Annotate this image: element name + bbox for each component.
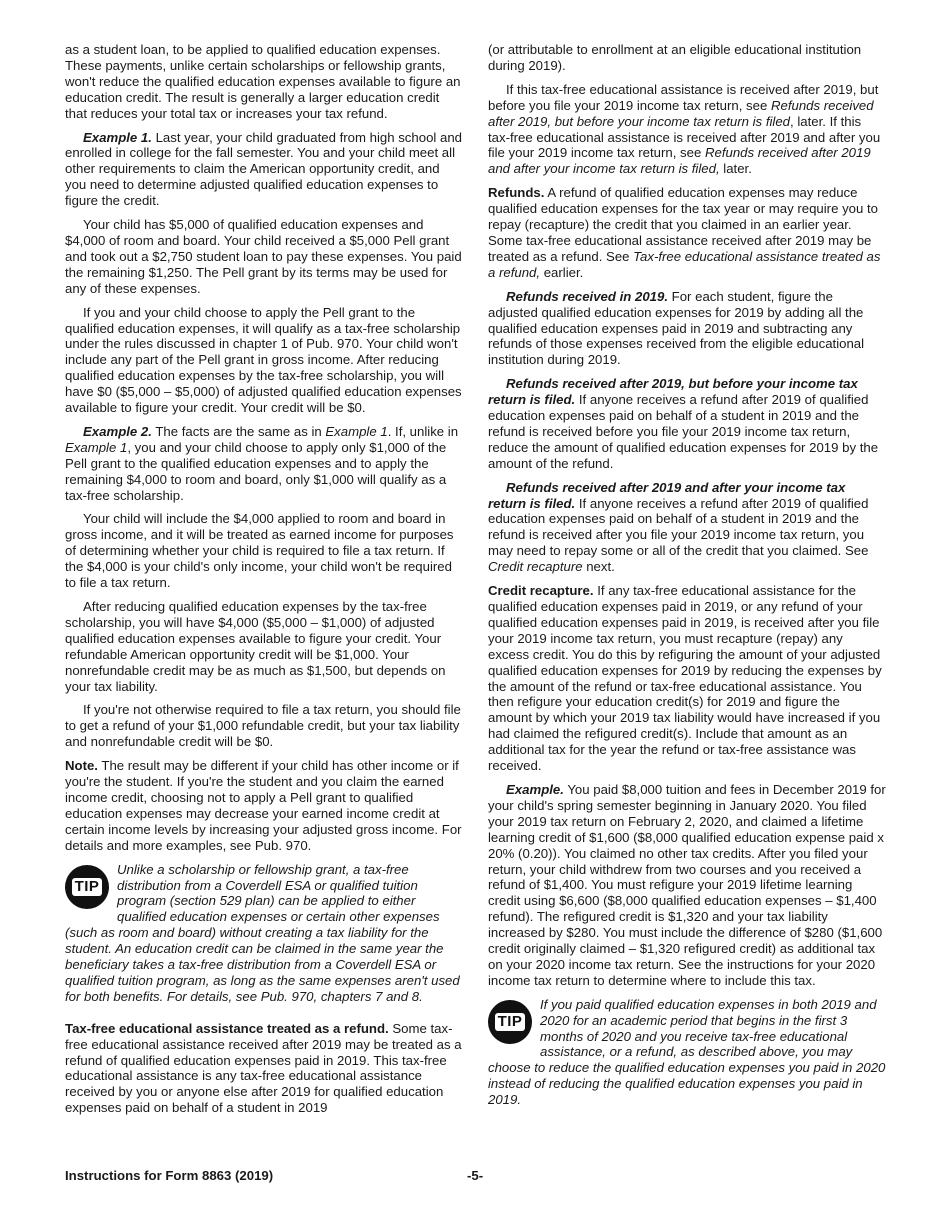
page-footer (65, 1168, 885, 1186)
paragraph-example-2 (65, 424, 463, 504)
received-after-text: , later. If this tax-free educational assistance is received after 2019 and after you file your 2019 income tax return, see (488, 113, 881, 161)
cross-reference: Refunds received after 2019 and after your income tax return is filed, (488, 145, 871, 177)
example-2-text: . If, unlike in (387, 423, 459, 439)
example-2-text: The facts are the same as in (151, 423, 326, 439)
paragraph-apply-pell: If you and your child choose to apply the Pell grant to the qualified education expenses, it will qualify as a tax-free scholarship under the rules discussed in chapter 1 of Pub. 970. Your child won't include any part of the Pell grant in gross income. After reducing qualified education expenses by the tax-free scholarship, you will have $0 ($5,000 – $5,000) of adjusted qualified education expenses available to figure your credit. Your credit will be $0. (65, 304, 462, 416)
cross-reference: Tax-free educational assistance treated as a refund, (488, 248, 881, 280)
left-column (65, 42, 463, 1124)
refunds-before-text: If anyone receives a refund after 2019 of qualified education expenses paid on behalf of a student in 2019 and the refund is received before you file your 2019 income tax return, reduce the amount of qualified education expenses for 2019 by the amount of the refund. (488, 392, 879, 471)
note-text: The result may be different if your child has other income or if you're the student. If you're the student and you claim the earned income credit, choosing not to apply a Pell grant to qualified education expenses may decrease your earned income credit at certain income levels by increasing your adjusted gross income. For details and more examples, see Pub. 970. (65, 758, 462, 853)
tip-box-academic-period (488, 997, 886, 1108)
paragraph-note (65, 758, 463, 853)
paragraph-refunds-2019 (488, 289, 886, 369)
paragraph-refunds (488, 185, 886, 280)
paragraph-credit-recapture (488, 583, 886, 774)
refunds-after-heading: Refunds received after 2019 and after your income tax return is filed. (488, 479, 846, 511)
tax-free-text: Some tax-free educational assistance received after 2019 may be treated as a refund of qualified education expenses paid in 2019. This tax-free educational assistance is any tax-free educational assistance received by you or anyone else after 2019 for qualified education expenses paid on behalf of a student in 2019 (65, 1020, 462, 1116)
refunds-2019-heading: Refunds received in 2019. (506, 288, 668, 304)
paragraph-after-reducing: After reducing qualified education expenses by the tax-free scholarship, you will have $4,000 ($5,000 – $1,000) of adjusted qualified education expenses available to figure your credit. Your refundable American opportunity credit will be $1,000. Your nonrefundable credit may be as much as $1,500, but depends on your tax liability. (65, 599, 446, 694)
tip-label: TIP (495, 1013, 526, 1031)
paragraph-gross-income: Your child will include the $4,000 applied to room and board in gross income, and it will be treated as earned income for purposes of determining whether your child is required to file a tax return. If the $4,000 is your child's only income, your child won't be required to file a tax return. (65, 511, 454, 591)
refunds-before-heading: Refunds received after 2019, but before your income tax return is filed. (488, 376, 858, 408)
example-1-text: Last year, your child graduated from high school and enrolled in college for the fall semester. You and your child meet all other requirements to claim the American opportunity credit, and you need to determine adjusted qualified education expenses to figure the credit. (65, 129, 462, 209)
credit-recapture-text: If any tax-free educational assistance for the qualified education expenses paid in 2019, or any refund of your qualified education expenses paid in 2019, is received after you file your 2019 income tax return, you must recapture (repay) any excess credit. You do this by refiguring the amount of your adjusted qualified education expenses for 2019 by reducing the expenses by the amount of the refund or tax-free educational assistance. You then refigure your education credit(s) for 2019 and figure the amount by which your 2019 tax liability would have increased if you had claimed the refigured credit(s). Include that amount as an additional tax for the year the refund or tax-free assistance was received. (488, 583, 882, 774)
tip-text: Unlike a scholarship or fellowship grant, a tax-free distribution from a Coverdell ESA or qualified tuition program (section 529 plan) can be applied to either qualified education expenses or certain other expenses (such as room and board) without creating a tax liability for the student. An education credit can be claimed in the same year the beneficiary takes a tax-free distribution from a Coverdell ESA or qualified tuition program, as long as the same expenses aren't used for both benefits. For details, see Pub. 970, chapters 7 and 8. (65, 861, 460, 1004)
tax-free-heading: Tax-free educational assistance treated as a refund. (65, 1020, 389, 1036)
paragraph-child-expenses: Your child has $5,000 of qualified education expenses and $4,000 of room and board. Your child received a $5,000 Pell grant and took out a $2,750 student loan to pay these expenses. You paid the remaining $1,250. The Pell grant by its terms may be used for any of these expenses. (65, 217, 462, 296)
right-column (488, 42, 886, 1116)
cross-reference: Credit recapture (488, 559, 583, 575)
example-1-reference: Example 1 (325, 423, 388, 439)
tip-label: TIP (72, 878, 103, 896)
refunds-after-text: If anyone receives a refund after 2019 of qualified education expenses paid on behalf of a student in 2019 and the refund is received after you file your 2019 income tax return, you may need to repay some or all of the credit that you claimed. See (488, 495, 869, 559)
paragraph-tax-free-refund (65, 1021, 463, 1116)
note-heading: Note. (65, 758, 98, 774)
paragraph-student-loan: as a student loan, to be applied to qualified education expenses. These payments, unlike certain scholarships or fellowship grants, won't reduce the qualified education expenses available to figure an education credit. The result is generally a larger education credit that reduces your total tax or increases your tax refund. (65, 42, 461, 121)
paragraph-recapture-example (488, 782, 886, 989)
refunds-heading: Refunds. (488, 185, 545, 201)
example-1-heading: Example 1. (83, 129, 152, 145)
paragraph-refunds-after-filed (488, 480, 886, 575)
received-after-text: later. (719, 161, 752, 177)
paragraph-refunds-before-filed (488, 376, 886, 471)
footer-form-title: Instructions for Form 8863 (2019) (65, 1168, 274, 1183)
refunds-text: A refund of qualified education expenses may reduce qualified education expenses for the tax year or may require you to repay (recapture) the credit that you claimed in an earlier year. Some tax-free educational assistance received after 2019 may be treated as a refund. See (488, 185, 878, 264)
credit-recapture-heading: Credit recapture. (488, 583, 594, 599)
paragraph-example-1 (65, 130, 463, 210)
tip-box-coverdell (65, 862, 463, 1005)
refunds-after-text: next. (582, 559, 615, 575)
tip-icon (488, 1000, 532, 1044)
tip-icon (65, 865, 109, 909)
example-2-heading: Example 2. (83, 423, 152, 439)
cross-reference: Refunds received after 2019, but before your income tax return is filed (488, 97, 874, 129)
paragraph-attributable: (or attributable to enrollment at an eligible educational institution during 2019). (488, 42, 862, 73)
refunds-text: earlier. (540, 264, 584, 280)
example-text: You paid $8,000 tuition and fees in December 2019 for your child's spring semester beginning in January 2020. You filed your 2019 tax return on February 2, 2020, and claimed a lifetime learning credit of $1,600 ($8,000 qualified education expense paid x 20% (0.20)). You claimed no other tax credits. After you filed your return, your child withdrew from two courses and you received a refund of $1,400. You must refigure your 2019 lifetime learning credit using $6,600 ($8,000 qualified education expenses – $1,400 refund). The refigured credit is $1,320 and your tax liability increased by $280. You must include the difference of $280 ($1,600 credit originally claimed – $1,320 refigured credit) as additional tax on your 2020 income tax return. See the instructions for your 2020 income tax return to determine where to include this tax. (488, 781, 886, 988)
tip-text: If you paid qualified education expenses in both 2019 and 2020 for an academic period that begins in the first 3 months of 2020 and you receive tax-free educational assistance, or a refund, as described above, you may choose to reduce the qualified education expenses you paid in 2020 instead of reducing the qualified education expenses you paid in 2019. (488, 996, 886, 1108)
example-1-reference: Example 1 (65, 439, 128, 455)
refunds-2019-text: For each student, figure the adjusted qualified education expenses for 2019 by adding all the qualified education expenses paid in 2019 and subtracting any refunds of those expenses received from the eligible educational institution during 2019. (488, 288, 865, 368)
example-2-text: , you and your child choose to apply only $1,000 of the Pell grant to the qualified education expenses and to apply the remaining $4,000 to room and board, only $1,000 will qualify as a tax-free scholarship. (65, 439, 447, 503)
example-heading: Example. (506, 781, 564, 797)
paragraph-not-required: If you're not otherwise required to file a tax return, you should file to get a refund of your $1,000 refundable credit, but your tax liability and nonrefundable credit will be $0. (65, 702, 461, 750)
paragraph-received-after (488, 82, 886, 177)
page-number: -5- (467, 1168, 484, 1183)
received-after-text: If this tax-free educational assistance is received after 2019, but before you file your 2019 income tax return, see (488, 81, 879, 113)
